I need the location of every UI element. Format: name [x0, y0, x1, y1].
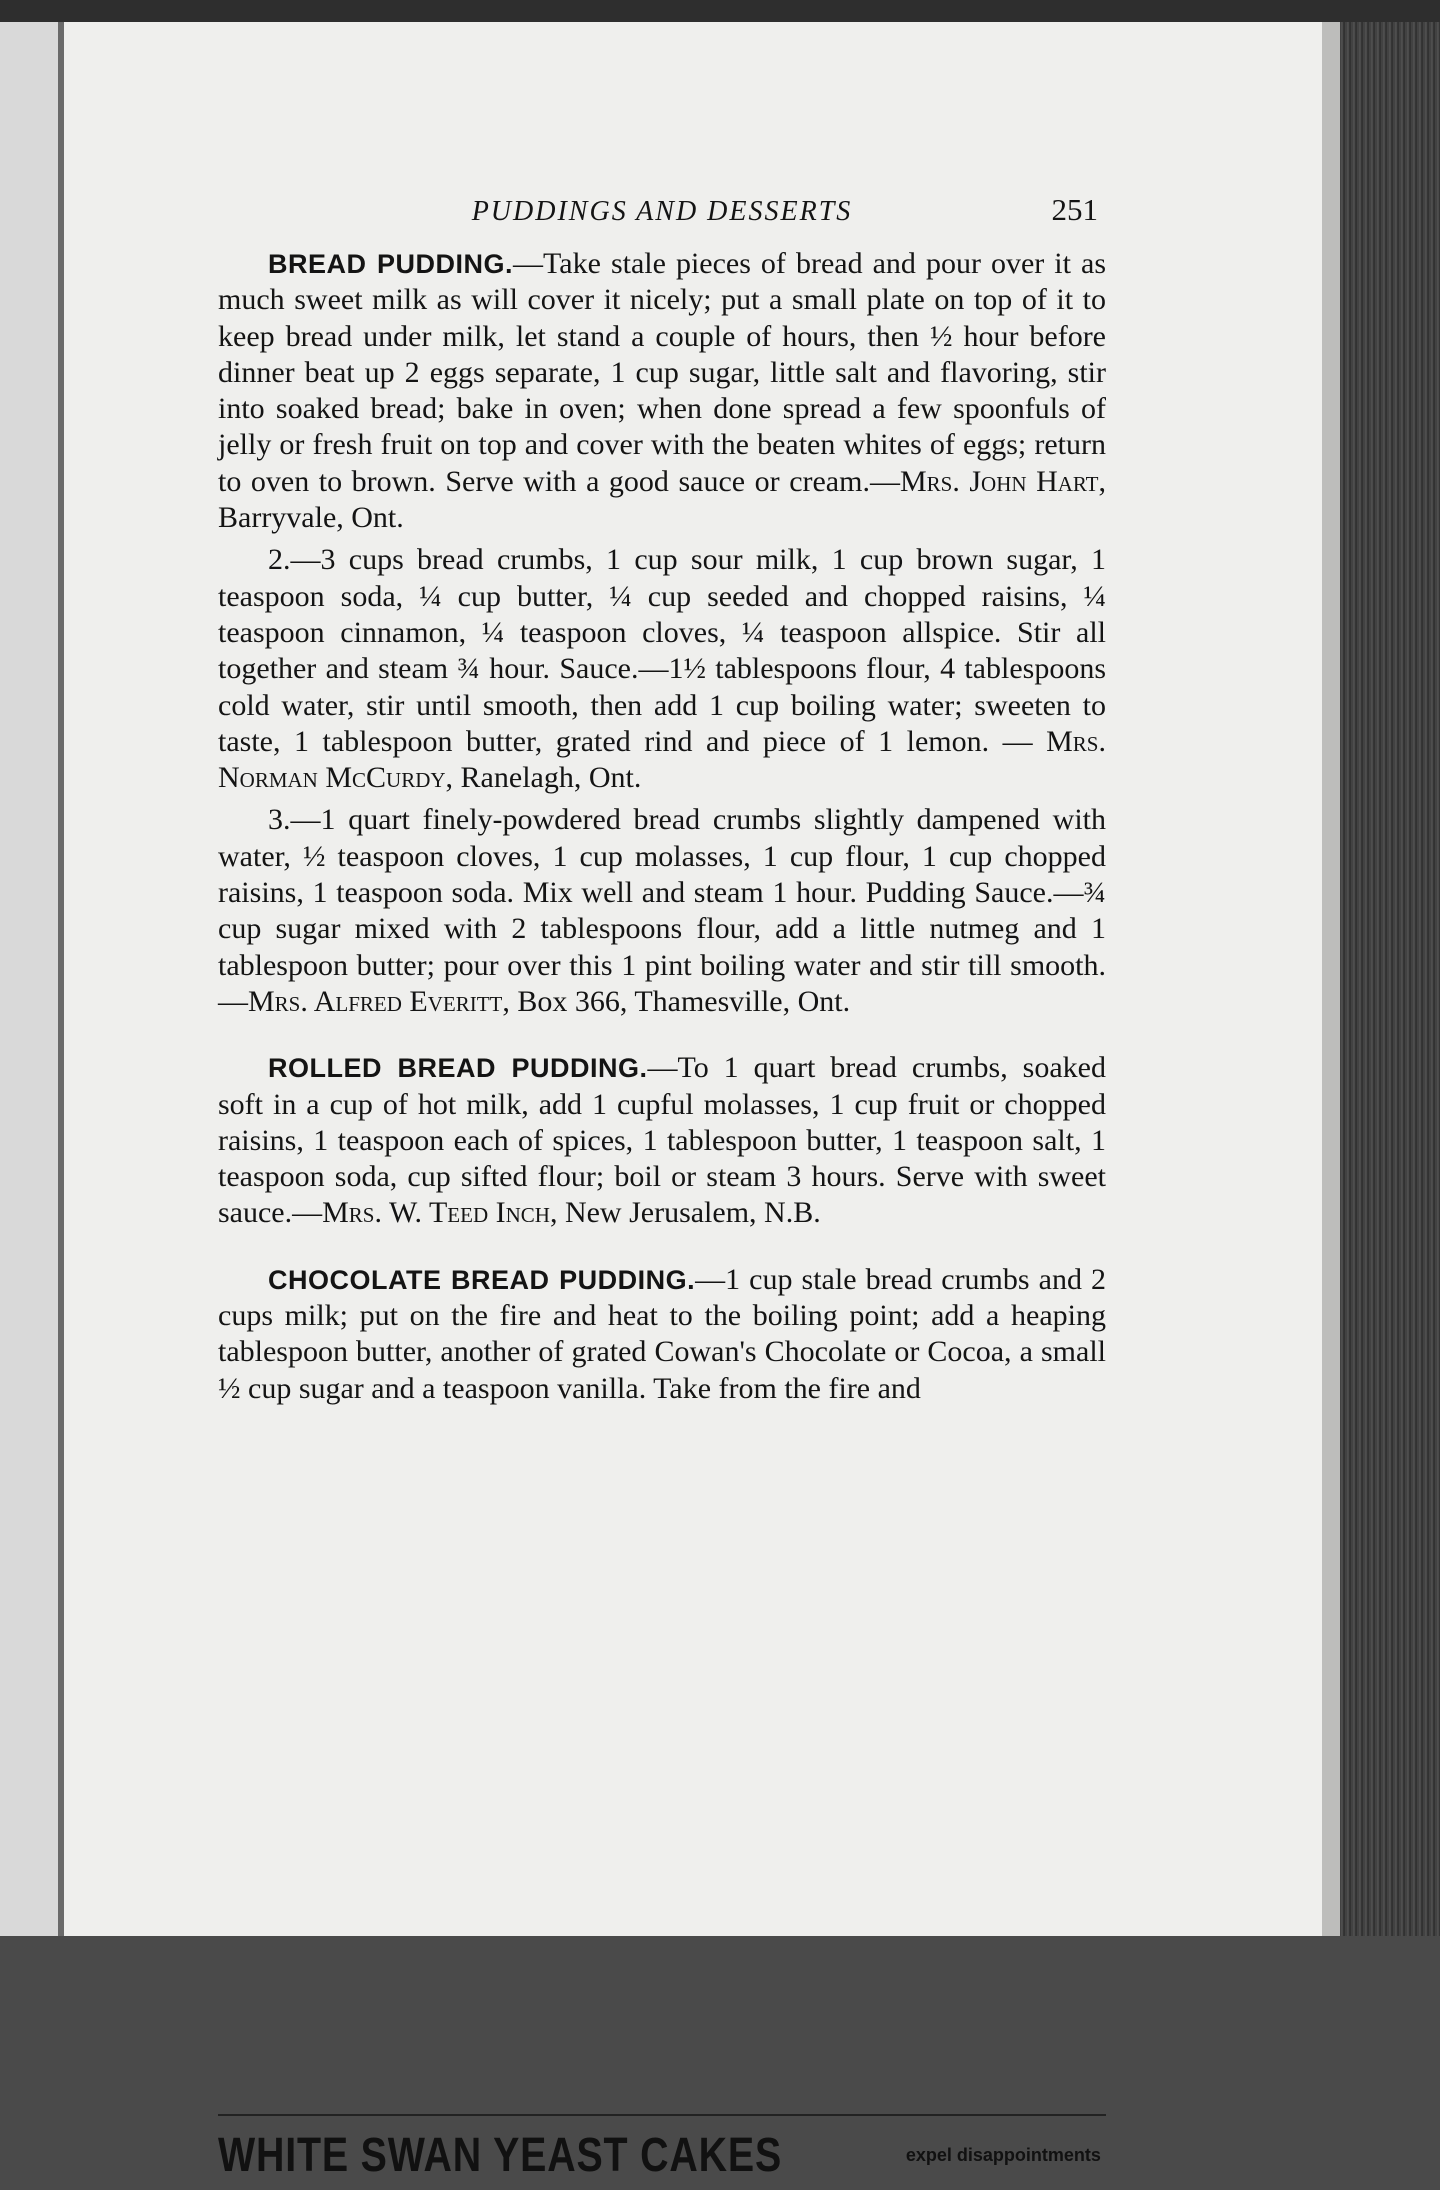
recipe-title: CHOCOLATE BREAD PUDDING.: [268, 1264, 696, 1295]
recipe-credit: Mrs. Alfred Everitt: [248, 984, 503, 1018]
recipe-title: ROLLED BREAD PUDDING.: [268, 1053, 648, 1084]
footer-rule: [218, 2114, 1106, 2116]
recipe-text: —To 1 quart bread crumbs, soaked soft in a cup of hot milk, add 1 cupful molasses, 1 cup fruit or chopped raisins, 1 teaspoon each of spices, 1 tablespoon butter, 1 teaspoon salt, 1 teaspoon soda, cup sifted flour; boil or steam 3 hours. Serve with sweet sauce.—: [218, 1051, 1106, 1230]
recipe-place: , Barryvale, Ont.: [218, 464, 1107, 535]
advertisement-footer: [218, 2120, 1106, 2190]
page-text: [218, 190, 1106, 1407]
recipe-place: , Ranelagh, Ont.: [445, 761, 642, 795]
running-head: [218, 190, 1106, 232]
recipe-bread-pudding-3: [218, 802, 1106, 1020]
recipe-place: , Box 366, Thamesville, Ont.: [502, 984, 851, 1018]
recipe-credit: Mrs. John Hart: [899, 464, 1099, 498]
scan-top-border: [0, 0, 1440, 22]
recipe-text: 2.—3 cups bread crumbs, 1 cup sour milk, 1 cup brown sugar, 1 teaspoon soda, ¼ cup butter, ¼ cup seeded and chopped raisins, ¼ teaspoon cinnamon, ¼ teaspoon cloves, ¼ teaspoon allspice. Stir all together and steam ¾ hour. Sauce.—1½ tablespoons flour, 4 tablespoons cold water, stir until smooth, then add 1 cup boiling water; sweeten to taste, 1 tablespoon butter, grated rind and piece of 1 lemon. —: [218, 543, 1106, 758]
recipe-bread-pudding: [218, 246, 1106, 536]
book-page-stack: [1340, 22, 1440, 1936]
facing-page-edge: [0, 22, 58, 1936]
recipe-text: —1 cup stale bread crumbs and 2 cups milk; put on the fire and heat to the boiling point; add a heaping tablespoon butter, another of grated Cowan's Chocolate or Cocoa, a small ½ cup sugar and a teaspoon vanilla. Take from the fire and: [218, 1262, 1106, 1405]
page-edge-shadow: [1322, 22, 1340, 1936]
recipe-place: , New Jerusalem, N.B.: [549, 1196, 821, 1230]
advertisement-tagline: expel disappointments: [905, 2144, 1101, 2165]
recipe-credit: Mrs. W. Teed Inch: [322, 1196, 550, 1230]
recipe-chocolate-bread-pudding: [218, 1262, 1106, 1407]
recipe-text: —Take stale pieces of bread and pour over it as much sweet milk as will cover it nicely; put a small plate on top of it to keep bread under milk, let stand a couple of hours, then ½ hour before dinner beat up 2 eggs separate, 1 cup sugar, little salt and flavoring, stir into soaked bread; bake in oven; when done spread a few spoonfuls of jelly or fresh fruit on top and cover with the beaten whites of eggs; return to oven to brown. Serve with a good sauce or cream.—: [218, 247, 1106, 498]
page-number: 251: [1051, 192, 1098, 227]
recipe-credit: Mrs. Norman McCurdy: [218, 724, 1106, 795]
running-head-title: PUDDINGS AND DESSERTS: [471, 196, 853, 227]
recipe-title: BREAD PUDDING.: [268, 249, 514, 279]
advertisement-headline: WHITE SWAN YEAST CAKES: [218, 2128, 783, 2182]
recipe-text: 3.—1 quart finely-powdered bread crumbs slightly dampened with water, ½ teaspoon cloves, 1 cup molasses, 1 cup flour, 1 cup chopped raisins, 1 teaspoon soda. Mix well and steam 1 hour. Pudding Sauce.—¾ cup sugar mixed with 2 tablespoons flour, add a little nutmeg and 1 tablespoon butter; pour over this 1 pint boiling water and stir till smooth.—: [218, 803, 1106, 1018]
recipe-bread-pudding-2: [218, 542, 1106, 796]
recipe-rolled-bread-pudding: [218, 1050, 1106, 1231]
